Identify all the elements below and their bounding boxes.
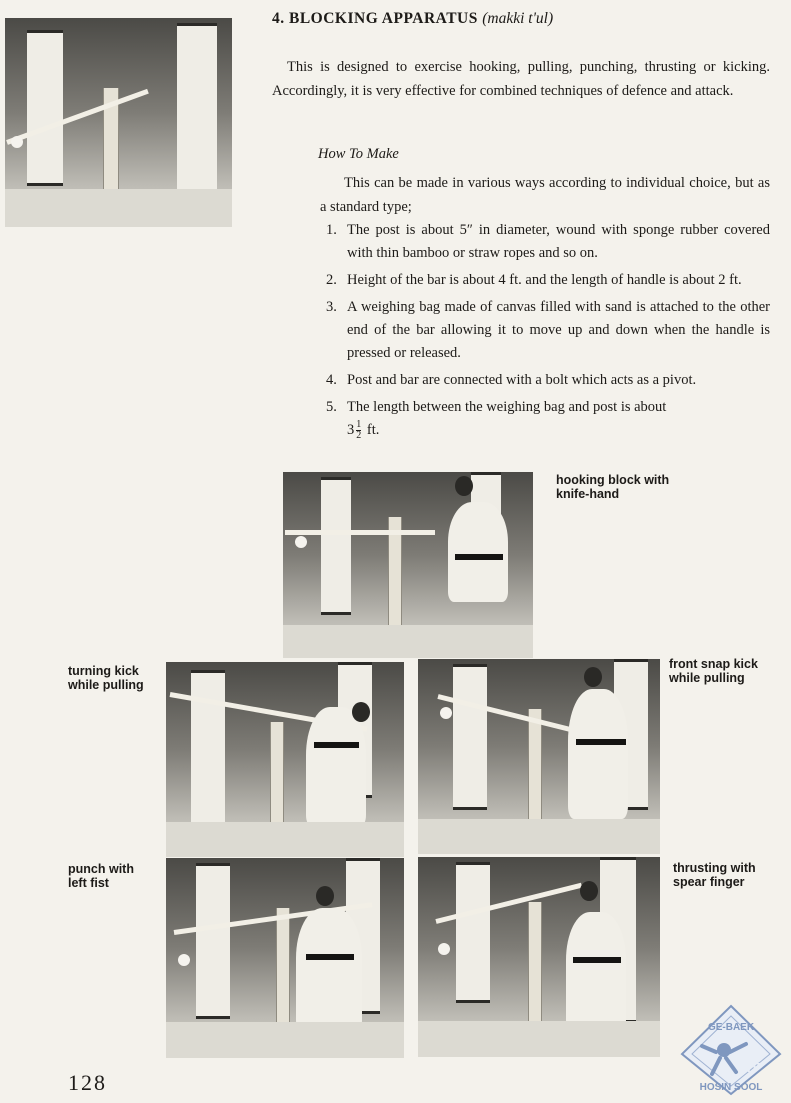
caption-thrust: thrusting with spear finger	[673, 861, 756, 889]
turning-kick-photo	[166, 662, 404, 857]
list-item-number: 5.	[326, 399, 337, 415]
caption-punch: punch with left fist	[68, 862, 134, 890]
list-item-text: Height of the bar is about 4 ft. and the length of handle is about 2 ft.	[347, 272, 742, 288]
apparatus-photo	[5, 18, 232, 227]
list-item-text: The post is about 5″ in diameter, wound with sponge rubber covered with thin bamboo or straw ropes and so on.	[347, 222, 770, 261]
front-snap-kick-photo	[418, 659, 660, 854]
fraction-unit: ft.	[366, 422, 380, 438]
ge-baek-logo	[676, 1002, 786, 1098]
caption-hooking: hooking block with knife-hand	[556, 473, 670, 501]
caption-front: front snap kick while pulling	[669, 657, 758, 685]
list-item	[326, 396, 770, 442]
list-item	[326, 269, 770, 292]
list-item	[326, 369, 770, 392]
how-to-intro: This can be made in various ways according to individual choice, but as a standard type;	[320, 175, 770, 215]
how-to-heading: How To Make	[318, 146, 399, 162]
hooking-block-photo	[283, 472, 533, 658]
list-item-number: 4.	[326, 372, 337, 388]
page-number: 128	[68, 1070, 107, 1095]
punch-photo	[166, 858, 404, 1058]
intro-paragraph: This is designed to exercise hooking, pulling, punching, thrusting or kicking. Accordingly, it is very effective for combined techniques of defence and attack.	[272, 59, 770, 99]
list-item-text: A weighing bag made of canvas filled with sand is attached to the other end of the bar allowing it to move up and down when the handle is pressed or released.	[347, 299, 770, 361]
list-item-text: The length between the weighing bag and post is about	[347, 399, 667, 415]
logo-top-text: GE-BAEK	[707, 1022, 755, 1033]
logo-mid-text: ITF	[741, 1060, 761, 1075]
list-item-number: 1.	[326, 222, 337, 238]
list-item	[326, 296, 770, 365]
section-title-text: 4. BLOCKING APPARATUS	[272, 10, 478, 27]
list-item-number: 3.	[326, 299, 337, 315]
fraction-denominator: 2	[356, 430, 362, 442]
how-to-list	[326, 219, 770, 446]
fraction	[356, 420, 361, 441]
list-item	[326, 219, 770, 265]
section-title	[272, 10, 553, 28]
thrusting-photo	[418, 857, 660, 1057]
fraction-whole: 3	[347, 422, 355, 438]
section-subtitle: (makki t'ul)	[482, 10, 554, 27]
list-item-number: 2.	[326, 272, 337, 288]
caption-turning: turning kick while pulling	[68, 664, 144, 692]
list-item-text: Post and bar are connected with a bolt which acts as a pivot.	[347, 372, 697, 388]
logo-bottom-text: HOSIN SOOL	[699, 1082, 763, 1093]
fraction-numerator: 1	[356, 419, 362, 431]
